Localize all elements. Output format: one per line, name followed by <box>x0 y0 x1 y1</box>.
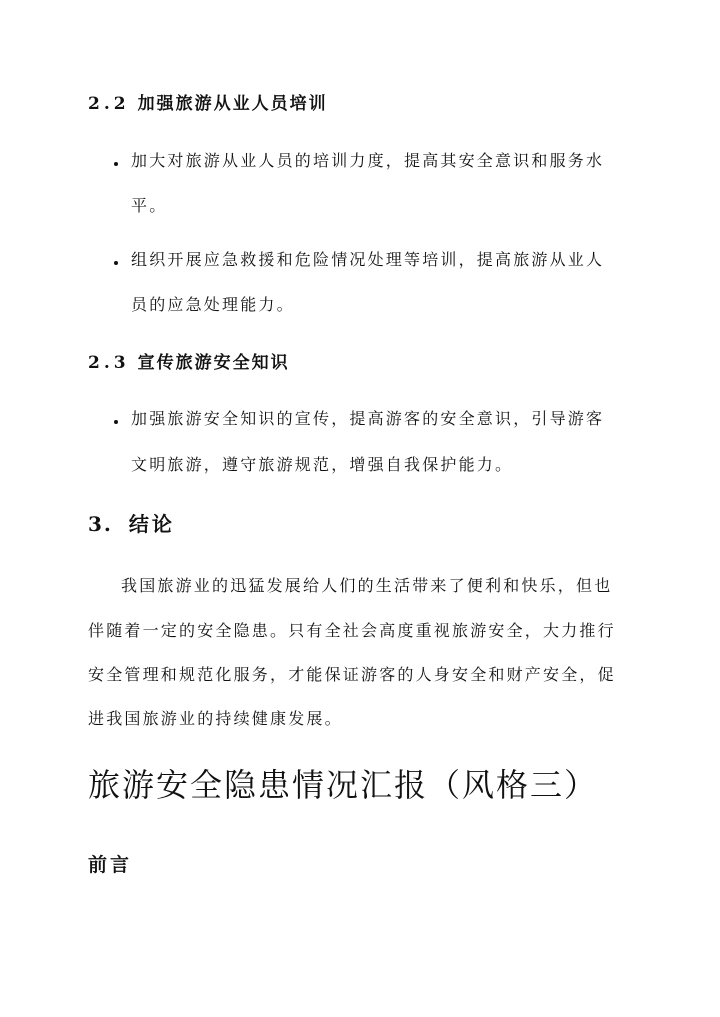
bullet-2-2-1-line-1: 加大对旅游从业人员的培训力度，提高其安全意识和服务水 <box>131 151 605 170</box>
conclusion-line-4: 进我国旅游业的持续健康发展。 <box>88 709 343 728</box>
conclusion-line-2: 伴随着一定的安全隐患。只有全社会高度重视旅游安全，大力推行 <box>88 621 616 640</box>
conclusion-line-3: 安全管理和规范化服务，才能保证游客的人身安全和财产安全，促 <box>88 665 616 684</box>
preface-heading: 前言 <box>88 854 133 876</box>
bullet-icon <box>114 162 118 166</box>
section-2-2-number: 2.2 <box>88 94 130 114</box>
bullet-icon <box>114 261 118 265</box>
bullet-2-2-1-line-2: 平。 <box>131 196 168 215</box>
section-3-heading <box>88 508 175 537</box>
section-2-3-title: 宣传旅游安全知识 <box>137 353 290 373</box>
conclusion-line-1: 我国旅游业的迅猛发展给人们的生活带来了便利和快乐，但也 <box>121 576 613 595</box>
bullet-2-2-2-line-1: 组织开展应急救援和危险情况处理等培训，提高旅游从业人 <box>131 250 605 269</box>
bullet-2-3-1-line-2: 文明旅游，遵守旅游规范，增强自我保护能力。 <box>131 455 514 474</box>
section-2-3-heading <box>88 348 290 373</box>
report-title: 旅游安全隐患情况汇报（风格三） <box>88 766 599 804</box>
section-2-2-title: 加强旅游从业人员培训 <box>137 94 328 114</box>
section-3-title: 结论 <box>128 512 175 536</box>
bullet-icon <box>114 420 118 424</box>
section-3-number: 3. <box>88 512 113 536</box>
bullet-2-3-1-line-1: 加强旅游安全知识的宣传，提高游客的安全意识，引导游客 <box>131 409 605 428</box>
section-2-2-heading <box>88 89 328 114</box>
section-2-3-number: 2.3 <box>88 353 130 373</box>
bullet-2-2-2-line-2: 员的应急处理能力。 <box>131 295 295 314</box>
